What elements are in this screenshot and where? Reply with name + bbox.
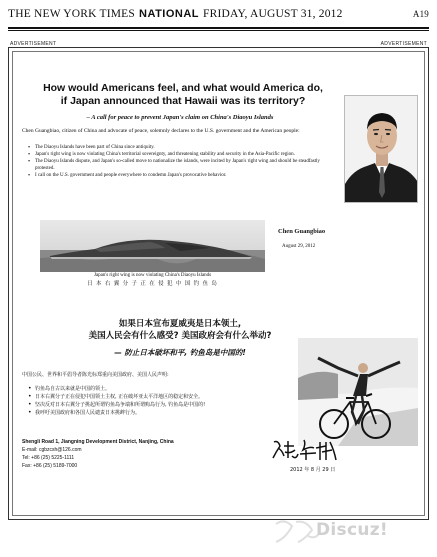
address-line: Shengli Road 1, Jiangning Development District, Nanjing, China [22,439,174,445]
contact-address [22,438,222,470]
advertisement-label-right: ADVERTISEMENT [380,41,427,47]
signature-date: August 29, 2012 [282,244,316,249]
section-name: NATIONAL [139,8,200,20]
chinese-headline-line2: 美国人民会有什么感受? 美国政府会有什么举动? [88,331,272,341]
masthead-rule [8,27,429,29]
newspaper-name: THE NEW YORK TIMES [8,8,136,20]
island-caption-chinese: 日 本 右 翼 分 子 正 在 侵 犯 中 国 钓 鱼 岛 [87,281,218,287]
english-bullet: • The Diaoyu Islands have been part of China since antiquity. [28,145,328,152]
watermark-text: Discuz! [316,520,388,540]
diaoyu-island-photo [40,220,265,272]
watermark-logo-icon [272,516,322,546]
english-intro: Chen Guangbiao, citizen of China and advocate of peace, solemnly declares to the U.S. government and the American people: [22,128,300,134]
english-headline [36,82,330,108]
cyclist-photo [298,338,418,446]
english-bullet: • I call on the U.S. government and people everywhere to condemn Japan's provocative behavior. [28,173,328,180]
chinese-bullet: • 坚决反对日本右翼分子挑起所谓钓鱼岛争端和所谓购岛行为, 钓鱼岛是中国的! [28,401,286,409]
island-caption-english: Japan's right wing is now violating China's Diaoyu Islands [93,273,212,278]
chinese-headline-line1: 如果日本宣布夏威夷是日本领土, [118,319,242,329]
chinese-subhead: — 防止日本破坏和平, 钓鱼岛是中国的! [114,348,246,357]
chinese-bullet: • 钓鱼岛自古以来就是中国的领土。 [28,385,286,393]
portrait-illustration [345,96,418,203]
chinese-headline [70,318,290,342]
chinese-bullet-list [28,385,286,417]
portrait-photo [344,95,418,203]
page-number: A19 [412,9,429,19]
email-line: E-mail: cgbzcsh@126.com [22,447,82,453]
english-headline-line1: How would Americans feel, and what would America do, [43,82,323,94]
english-bullet: • Japan's right wing is now violating China's territorial sovereignty, and threatening stability and security in the Asia-Pacific region. [28,152,328,159]
issue-date: FRIDAY, AUGUST 31, 2012 [203,8,343,20]
advertisement-label-left: ADVERTISEMENT [10,41,57,47]
masthead-rule-thin [8,30,429,31]
handwritten-signature [270,436,340,464]
cyclist-illustration [298,338,418,446]
masthead [8,8,429,24]
signature-name: Chen Guangbiao [278,228,326,235]
english-bullet: • The Diaoyu Islands dispute, and Japan's so-called move to nationalize the islands, were incited by Japan's right wing and should be steadfastly protested. [28,159,328,172]
fax-line: Fax: +86 (25) 5189-7000 [22,463,78,469]
telephone-line: Tel: +86 (25) 5225-1111 [22,455,75,461]
chinese-bullet: • 日本右翼分子正在侵犯中国领土主权, 正在破坏亚太平洋地区的稳定和安全。 [28,393,286,401]
english-headline-line2: if Japan announced that Hawaii was its territory? [60,95,306,107]
chinese-intro: 中国公民、世界和平倡导者陈光标郑重向美国政府、美国人民声明: [22,372,169,378]
english-bullet-list [28,145,328,180]
chinese-bullet: • 我呼吁美国政府和各国人民谴责日本挑衅行为。 [28,409,286,417]
english-subhead: – A call for peace to prevent Japan's claim on China's Diaoyu Islands [86,114,274,121]
island-illustration [40,220,265,272]
chinese-signature-date: 2012 年 8 月 29 日 [290,467,336,473]
